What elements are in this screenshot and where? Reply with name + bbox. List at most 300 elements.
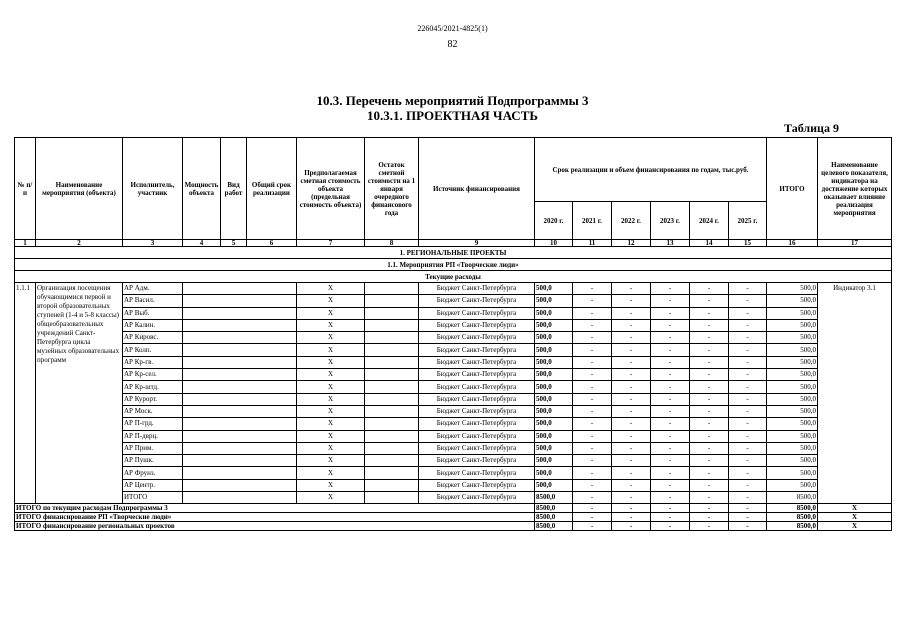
year-value-cell: 500,0	[535, 332, 573, 344]
year-value-cell: -	[729, 504, 767, 513]
column-number: 1	[15, 240, 36, 247]
remaining-cell	[365, 393, 419, 405]
header-remaining-cost: Остаток сметной стоимости на 1 января очередного финансового года	[365, 138, 419, 240]
total-cell: 500,0	[767, 418, 818, 430]
table-row	[15, 467, 892, 479]
year-value-cell: -	[612, 513, 651, 522]
header-term-group: Срок реализации и объем финансирования по годам, тыс.руб.	[535, 138, 767, 202]
year-value-cell: 500,0	[535, 381, 573, 393]
year-value-cell: -	[651, 356, 690, 368]
executor-cell: АР Адм.	[123, 283, 183, 295]
item-name: Организация посещения обучающимися первой и второй образовательных ступеней (1-4 и 5-8 классы) общеобразовательных учреждений Санкт-Петербурга цикла музейных образовательных программ	[36, 283, 123, 504]
year-value-cell: -	[573, 504, 612, 513]
total-row	[15, 504, 892, 513]
total-row	[15, 522, 892, 531]
table-row	[15, 356, 892, 368]
executor-cell: АР Колп.	[123, 344, 183, 356]
header-year: 2023 г.	[651, 202, 690, 240]
year-value-cell: -	[651, 332, 690, 344]
total-cell: 500,0	[767, 283, 818, 295]
source-cell: Бюджет Санкт-Петербурга	[419, 418, 535, 430]
capacity-cell	[183, 430, 297, 442]
year-value-cell: -	[729, 418, 767, 430]
table-row	[15, 307, 892, 319]
capacity-cell	[183, 492, 297, 504]
year-value-cell: -	[573, 492, 612, 504]
header-num: № п/п	[15, 138, 36, 240]
remaining-cell	[365, 418, 419, 430]
year-value-cell: -	[573, 513, 612, 522]
year-value-cell: -	[729, 381, 767, 393]
year-value-cell: -	[729, 369, 767, 381]
total-cell: 500,0	[767, 344, 818, 356]
table-label: Таблица 9	[784, 121, 839, 135]
executor-cell: АР Васил.	[123, 295, 183, 307]
remaining-cell	[365, 344, 419, 356]
executor-cell: АР Курорт.	[123, 393, 183, 405]
year-value-cell: -	[573, 467, 612, 479]
source-cell: Бюджет Санкт-Петербурга	[419, 332, 535, 344]
year-value-cell: -	[729, 344, 767, 356]
executor-cell: АР Пушк.	[123, 455, 183, 467]
year-value-cell: 8500,0	[535, 504, 573, 513]
year-value-cell: -	[612, 332, 651, 344]
year-value-cell: -	[612, 295, 651, 307]
year-value-cell: -	[690, 393, 729, 405]
source-cell: Бюджет Санкт-Петербурга	[419, 467, 535, 479]
year-value-cell: -	[573, 430, 612, 442]
table-row	[15, 332, 892, 344]
header-estimated-cost: Предполагаемая сметная стоимость объекта (предельная стоимость объекта)	[297, 138, 365, 240]
year-value-cell: 500,0	[535, 467, 573, 479]
capacity-cell	[183, 307, 297, 319]
year-value-cell: -	[729, 442, 767, 454]
source-cell: Бюджет Санкт-Петербурга	[419, 393, 535, 405]
year-value-cell: -	[651, 455, 690, 467]
remaining-cell	[365, 492, 419, 504]
executor-cell: АР Кр-сел.	[123, 369, 183, 381]
table-row	[15, 479, 892, 491]
year-value-cell: -	[612, 356, 651, 368]
column-number: 7	[297, 240, 365, 247]
executor-cell: АР Фрунз.	[123, 467, 183, 479]
mark-cell: Х	[297, 467, 365, 479]
mark-cell: Х	[297, 430, 365, 442]
year-value-cell: -	[729, 455, 767, 467]
year-value-cell: -	[651, 369, 690, 381]
mark-cell: Х	[297, 319, 365, 331]
year-value-cell: -	[729, 319, 767, 331]
total-cell: 500,0	[767, 307, 818, 319]
total-row-label: ИТОГО финансирование региональных проектов	[15, 522, 535, 531]
year-value-cell: -	[573, 319, 612, 331]
year-value-cell: -	[573, 479, 612, 491]
year-value-cell: -	[612, 418, 651, 430]
column-number: 11	[573, 240, 612, 247]
year-value-cell: 500,0	[535, 479, 573, 491]
executor-cell: АР Прим.	[123, 442, 183, 454]
year-value-cell: 500,0	[535, 405, 573, 417]
total-cell: 500,0	[767, 393, 818, 405]
remaining-cell	[365, 356, 419, 368]
year-value-cell: -	[573, 381, 612, 393]
remaining-cell	[365, 381, 419, 393]
total-cell: 500,0	[767, 479, 818, 491]
year-value-cell: -	[612, 283, 651, 295]
mark-cell: Х	[297, 418, 365, 430]
year-value-cell: -	[690, 455, 729, 467]
year-value-cell: -	[651, 442, 690, 454]
total-cell: 500,0	[767, 319, 818, 331]
indicator-cell: Индикатор 3.1	[818, 283, 892, 504]
capacity-cell	[183, 295, 297, 307]
header-year: 2024 г.	[690, 202, 729, 240]
remaining-cell	[365, 369, 419, 381]
executor-cell: АР П-дврц.	[123, 430, 183, 442]
table-row	[15, 418, 892, 430]
year-value-cell: -	[573, 393, 612, 405]
header-total-term: Общий срок реализации	[247, 138, 297, 240]
year-value-cell: -	[651, 405, 690, 417]
year-value-cell: -	[612, 455, 651, 467]
year-value-cell: 500,0	[535, 307, 573, 319]
year-value-cell: -	[690, 295, 729, 307]
remaining-cell	[365, 430, 419, 442]
year-value-cell: 500,0	[535, 319, 573, 331]
source-cell: Бюджет Санкт-Петербурга	[419, 492, 535, 504]
column-number: 14	[690, 240, 729, 247]
total-cell: 500,0	[767, 455, 818, 467]
year-value-cell: 500,0	[535, 455, 573, 467]
capacity-cell	[183, 283, 297, 295]
total-cell: 500,0	[767, 430, 818, 442]
mark-cell: Х	[297, 283, 365, 295]
year-value-cell: -	[690, 319, 729, 331]
source-cell: Бюджет Санкт-Петербурга	[419, 405, 535, 417]
year-value-cell: -	[690, 283, 729, 295]
section-current-expenses: Текущие расходы	[15, 271, 892, 283]
header-year: 2021 г.	[573, 202, 612, 240]
document-id: 226045/2021-4825(1)	[417, 24, 488, 33]
capacity-cell	[183, 467, 297, 479]
subsection-title: 10.3.1. ПРОЕКТНАЯ ЧАСТЬ	[367, 108, 538, 123]
year-value-cell: -	[651, 393, 690, 405]
mark-cell: Х	[297, 307, 365, 319]
column-number: 2	[36, 240, 123, 247]
year-value-cell: -	[729, 492, 767, 504]
year-value-cell: -	[690, 479, 729, 491]
table-row	[15, 344, 892, 356]
capacity-cell	[183, 356, 297, 368]
year-value-cell: -	[573, 344, 612, 356]
header-source: Источник финансирования	[419, 138, 535, 240]
capacity-cell	[183, 455, 297, 467]
mark-cell: Х	[818, 513, 892, 522]
year-value-cell: -	[729, 356, 767, 368]
total-cell: 500,0	[767, 356, 818, 368]
table-row	[15, 283, 892, 295]
year-value-cell: -	[729, 479, 767, 491]
table-row	[15, 319, 892, 331]
year-value-cell: -	[612, 504, 651, 513]
year-value-cell: -	[612, 405, 651, 417]
year-value-cell: -	[651, 381, 690, 393]
executor-cell: АР Кр-штд.	[123, 381, 183, 393]
source-cell: Бюджет Санкт-Петербурга	[419, 381, 535, 393]
capacity-cell	[183, 405, 297, 417]
year-value-cell: -	[612, 522, 651, 531]
mark-cell: Х	[297, 356, 365, 368]
source-cell: Бюджет Санкт-Петербурга	[419, 430, 535, 442]
header-indicator: Наименование целевого показателя, индикатора на достижение которых оказывает влияние реализация мероприятия	[818, 138, 892, 240]
year-value-cell: -	[690, 504, 729, 513]
source-cell: Бюджет Санкт-Петербурга	[419, 307, 535, 319]
source-cell: Бюджет Санкт-Петербурга	[419, 442, 535, 454]
capacity-cell	[183, 418, 297, 430]
source-cell: Бюджет Санкт-Петербурга	[419, 283, 535, 295]
year-value-cell: 500,0	[535, 356, 573, 368]
header-year: 2022 г.	[612, 202, 651, 240]
year-value-cell: -	[729, 522, 767, 531]
column-number: 17	[818, 240, 892, 247]
mark-cell: Х	[297, 381, 365, 393]
year-value-cell: 8500,0	[535, 513, 573, 522]
year-value-cell: -	[651, 283, 690, 295]
remaining-cell	[365, 405, 419, 417]
year-value-cell: -	[651, 492, 690, 504]
column-number: 4	[183, 240, 221, 247]
year-value-cell: 500,0	[535, 393, 573, 405]
year-value-cell: -	[690, 381, 729, 393]
year-value-cell: -	[690, 332, 729, 344]
source-cell: Бюджет Санкт-Петербурга	[419, 369, 535, 381]
year-value-cell: -	[651, 319, 690, 331]
year-value-cell: -	[612, 442, 651, 454]
total-cell: 500,0	[767, 332, 818, 344]
remaining-cell	[365, 442, 419, 454]
capacity-cell	[183, 442, 297, 454]
section-regional-projects: 1. РЕГИОНАЛЬНЫЕ ПРОЕКТЫ	[15, 247, 892, 259]
year-value-cell: -	[651, 307, 690, 319]
year-value-cell: -	[690, 356, 729, 368]
executor-cell: ИТОГО	[123, 492, 183, 504]
year-value-cell: -	[729, 295, 767, 307]
year-value-cell: -	[612, 393, 651, 405]
total-row-label: ИТОГО по текущим расходам Подпрограммы 3	[15, 504, 535, 513]
total-cell: 500,0	[767, 381, 818, 393]
measures-table	[14, 137, 892, 531]
source-cell: Бюджет Санкт-Петербурга	[419, 344, 535, 356]
executor-cell: АР Калин.	[123, 319, 183, 331]
year-value-cell: -	[690, 522, 729, 531]
year-value-cell: -	[573, 522, 612, 531]
mark-cell: Х	[297, 369, 365, 381]
year-value-cell: -	[651, 513, 690, 522]
capacity-cell	[183, 344, 297, 356]
header-name: Наименование мероприятия (объекта)	[36, 138, 123, 240]
remaining-cell	[365, 307, 419, 319]
year-value-cell: -	[573, 455, 612, 467]
capacity-cell	[183, 332, 297, 344]
source-cell: Бюджет Санкт-Петербурга	[419, 479, 535, 491]
year-value-cell: -	[651, 479, 690, 491]
year-value-cell: 500,0	[535, 295, 573, 307]
year-value-cell: -	[612, 381, 651, 393]
year-value-cell: 500,0	[535, 418, 573, 430]
year-value-cell: -	[690, 442, 729, 454]
capacity-cell	[183, 369, 297, 381]
total-row-label: ИТОГО финансирование РП «Творческие люди»	[15, 513, 535, 522]
year-value-cell: -	[690, 344, 729, 356]
mark-cell: Х	[297, 455, 365, 467]
year-value-cell: 500,0	[535, 283, 573, 295]
year-value-cell: 8500,0	[535, 492, 573, 504]
header-total: ИТОГО	[767, 138, 818, 240]
table-row	[15, 442, 892, 454]
year-value-cell: -	[651, 344, 690, 356]
table-row	[15, 405, 892, 417]
year-value-cell: -	[729, 307, 767, 319]
capacity-cell	[183, 319, 297, 331]
year-value-cell: -	[690, 430, 729, 442]
column-number: 8	[365, 240, 419, 247]
mark-cell: Х	[297, 344, 365, 356]
total-row	[15, 513, 892, 522]
year-value-cell: -	[651, 504, 690, 513]
header-capacity: Мощность объекта	[183, 138, 221, 240]
remaining-cell	[365, 467, 419, 479]
year-value-cell: -	[729, 513, 767, 522]
total-cell: 500,0	[767, 295, 818, 307]
total-cell: 500,0	[767, 467, 818, 479]
table-row	[15, 492, 892, 504]
total-cell: 500,0	[767, 442, 818, 454]
year-value-cell: -	[573, 356, 612, 368]
capacity-cell	[183, 381, 297, 393]
mark-cell: Х	[297, 479, 365, 491]
source-cell: Бюджет Санкт-Петербурга	[419, 455, 535, 467]
year-value-cell: -	[729, 283, 767, 295]
year-value-cell: -	[729, 430, 767, 442]
year-value-cell: -	[573, 418, 612, 430]
year-value-cell: -	[690, 405, 729, 417]
item-number: 1.1.1	[15, 283, 36, 504]
year-value-cell: -	[573, 405, 612, 417]
remaining-cell	[365, 295, 419, 307]
column-number: 15	[729, 240, 767, 247]
column-number-row	[15, 240, 892, 247]
mark-cell: Х	[297, 332, 365, 344]
year-value-cell: -	[651, 467, 690, 479]
remaining-cell	[365, 283, 419, 295]
year-value-cell: -	[690, 307, 729, 319]
year-value-cell: 500,0	[535, 442, 573, 454]
year-value-cell: -	[612, 467, 651, 479]
year-value-cell: -	[612, 307, 651, 319]
table-row	[15, 455, 892, 467]
year-value-cell: -	[651, 522, 690, 531]
source-cell: Бюджет Санкт-Петербурга	[419, 356, 535, 368]
executor-cell: АР Центр.	[123, 479, 183, 491]
table-row	[15, 369, 892, 381]
mark-cell: Х	[297, 405, 365, 417]
year-value-cell: -	[690, 492, 729, 504]
year-value-cell: -	[690, 513, 729, 522]
year-value-cell: -	[573, 307, 612, 319]
total-cell: 500,0	[767, 405, 818, 417]
capacity-cell	[183, 393, 297, 405]
source-cell: Бюджет Санкт-Петербурга	[419, 295, 535, 307]
mark-cell: Х	[818, 504, 892, 513]
source-cell: Бюджет Санкт-Петербурга	[419, 319, 535, 331]
remaining-cell	[365, 319, 419, 331]
year-value-cell: 500,0	[535, 430, 573, 442]
column-number: 6	[247, 240, 297, 247]
remaining-cell	[365, 332, 419, 344]
year-value-cell: -	[651, 295, 690, 307]
header-year: 2025 г.	[729, 202, 767, 240]
table-row	[15, 430, 892, 442]
year-value-cell: -	[573, 442, 612, 454]
year-value-cell: -	[651, 430, 690, 442]
year-value-cell: -	[729, 405, 767, 417]
table-row	[15, 295, 892, 307]
year-value-cell: 500,0	[535, 369, 573, 381]
header-work-type: Вид работ	[221, 138, 247, 240]
executor-cell: АР Моск.	[123, 405, 183, 417]
total-cell: 8500,0	[767, 513, 818, 522]
mark-cell: Х	[297, 442, 365, 454]
remaining-cell	[365, 479, 419, 491]
header-year: 2020 г.	[535, 202, 573, 240]
total-cell: 8500,0	[767, 522, 818, 531]
year-value-cell: -	[651, 418, 690, 430]
year-value-cell: -	[573, 369, 612, 381]
year-value-cell: -	[573, 295, 612, 307]
column-number: 10	[535, 240, 573, 247]
year-value-cell: -	[690, 369, 729, 381]
mark-cell: Х	[297, 393, 365, 405]
remaining-cell	[365, 455, 419, 467]
year-value-cell: -	[612, 492, 651, 504]
year-value-cell: -	[612, 319, 651, 331]
year-value-cell: -	[690, 467, 729, 479]
table-row	[15, 393, 892, 405]
year-value-cell: -	[612, 369, 651, 381]
year-value-cell: -	[729, 467, 767, 479]
executor-cell: АР Кр-гв.	[123, 356, 183, 368]
year-value-cell: -	[729, 393, 767, 405]
year-value-cell: -	[612, 344, 651, 356]
mark-cell: Х	[297, 295, 365, 307]
column-number: 16	[767, 240, 818, 247]
total-cell: 500,0	[767, 369, 818, 381]
capacity-cell	[183, 479, 297, 491]
year-value-cell: -	[612, 479, 651, 491]
section-creative-people: 1.1. Мероприятия РП «Творческие люди»	[15, 259, 892, 271]
executor-cell: АР Кировс.	[123, 332, 183, 344]
column-number: 12	[612, 240, 651, 247]
column-number: 5	[221, 240, 247, 247]
executor-cell: АР Выб.	[123, 307, 183, 319]
year-value-cell: -	[573, 332, 612, 344]
page-number: 82	[447, 39, 458, 50]
mark-cell: Х	[818, 522, 892, 531]
header-executor: Исполнитель, участник	[123, 138, 183, 240]
executor-cell: АР П-грд.	[123, 418, 183, 430]
column-number: 13	[651, 240, 690, 247]
year-value-cell: -	[729, 332, 767, 344]
